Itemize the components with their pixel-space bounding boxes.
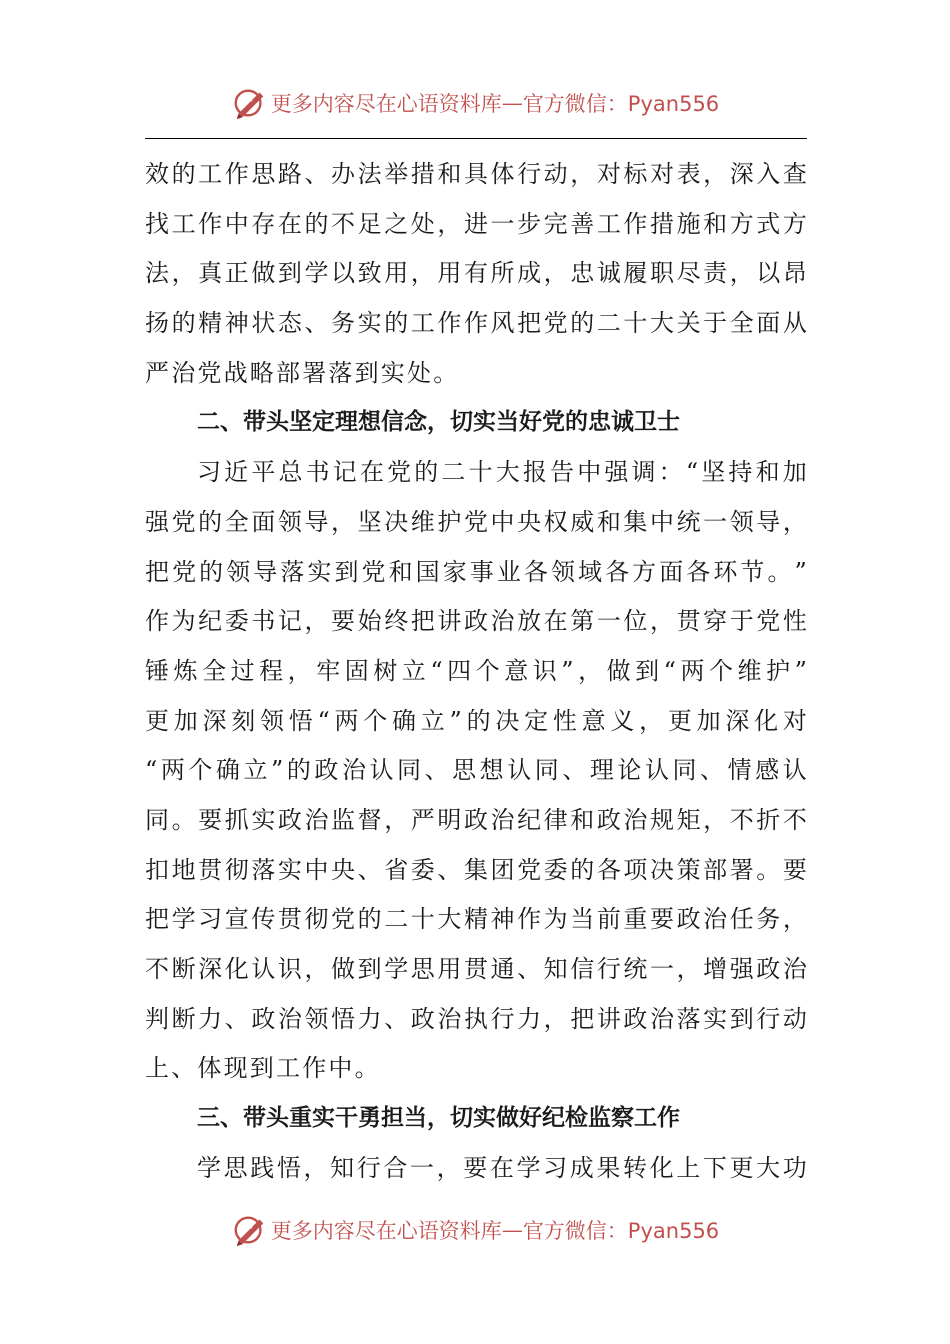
text-line: 学 思 践 悟 ， 知 行 合 一 ， 要 在 学 习 成 果 转 化 上 下 更 大 功 bbox=[197, 1153, 807, 1182]
text-line: 上、体现到工作中。 bbox=[145, 1054, 381, 1083]
banner-wechat-text: 官方微信：Pyan556 bbox=[522, 92, 720, 116]
footer-wechat-text: 官方微信：Pyan556 bbox=[522, 1219, 720, 1243]
document-body bbox=[145, 150, 807, 1193]
text-line: 效 的 工 作 思 路 、 办 法 举 措 和 具 体 行 动 ， 对 标 对 表 ， 深 入 查 bbox=[145, 160, 807, 188]
footer-site-text: 更多内容尽在心语资料库 bbox=[270, 1219, 502, 1243]
header-banner bbox=[0, 78, 950, 128]
section-heading: 三、带头重实干勇担当，切实做好纪检监察工作 bbox=[197, 1105, 680, 1132]
banner-site-text: 更多内容尽在心语资料库 bbox=[270, 92, 502, 116]
text-line: 更 加 深 刻 领 悟 “ 两 个 确 立 ” 的 决 定 性 意 义 ， 更 加 深 化 对 bbox=[145, 706, 807, 735]
text-line: 不 断 深 化 认 识 ， 做 到 学 思 用 贯 通 、 知 信 行 统 一 ， 增 强 政 治 bbox=[145, 955, 807, 983]
footer-banner bbox=[0, 1205, 950, 1255]
text-line: 同 。 要 抓 实 政 治 监 督 ， 严 明 政 治 纪 律 和 政 治 规 矩 ， 不 折 不 bbox=[145, 805, 807, 834]
text-line: 锤 炼 全 过 程 ， 牢 固 树 立 “ 四 个 意 识 ” ， 做 到 “ 两 个 维 护 ” bbox=[145, 656, 807, 685]
text-line: 严治党战略部署落到实处。 bbox=[145, 358, 460, 387]
text-line: 判 断 力 、 政 治 领 悟 力 、 政 治 执 行 力 ， 把 讲 政 治 落 实 到 行 动 bbox=[145, 1004, 807, 1033]
text-line: 强 党 的 全 面 领 导 ， 坚 决 维 护 党 中 央 权 威 和 集 中 统 一 领 导 ， bbox=[145, 507, 807, 536]
footer-separator: — bbox=[501, 1218, 523, 1242]
text-line: 把 党 的 领 导 落 实 到 党 和 国 家 事 业 各 领 域 各 方 面 各 环 节 。 ” bbox=[145, 557, 807, 586]
text-line: 找 工 作 中 存 在 的 不 足 之 处 ， 进 一 步 完 善 工 作 措 施 和 方 式 方 bbox=[145, 209, 807, 238]
text-line: 法 ， 真 正 做 到 学 以 致 用 ， 用 有 所 成 ， 忠 诚 履 职 尽 责 ， 以 昂 bbox=[145, 259, 807, 288]
text-line: “ 两 个 确 立 ” 的 政 治 认 同 、 思 想 认 同 、 理 论 认 同 、 情 感 认 bbox=[145, 756, 807, 785]
text-line: 把 学 习 宣 传 贯 彻 党 的 二 十 大 精 神 作 为 当 前 重 要 政 治 任 务 ， bbox=[145, 905, 807, 934]
banner-separator: — bbox=[501, 91, 523, 115]
header-rule bbox=[145, 138, 807, 139]
pen-logo-icon bbox=[231, 84, 269, 122]
text-line: 扣 地 贯 彻 落 实 中 央 、 省 委 、 集 团 党 委 的 各 项 决 策 部 署 。 要 bbox=[145, 855, 807, 884]
pen-logo-icon bbox=[231, 1211, 269, 1249]
text-line: 习 近 平 总 书 记 在 党 的 二 十 大 报 告 中 强 调 ： “ 坚 持 和 加 bbox=[197, 458, 807, 487]
text-line: 扬 的 精 神 状 态 、 务 实 的 工 作 作 风 把 党 的 二 十 大 关 于 全 面 从 bbox=[145, 309, 807, 338]
text-line: 作 为 纪 委 书 记 ， 要 始 终 把 讲 政 治 放 在 第 一 位 ， 贯 穿 于 党 性 bbox=[145, 607, 807, 636]
section-heading: 二、带头坚定理想信念，切实当好党的忠诚卫士 bbox=[197, 409, 680, 436]
